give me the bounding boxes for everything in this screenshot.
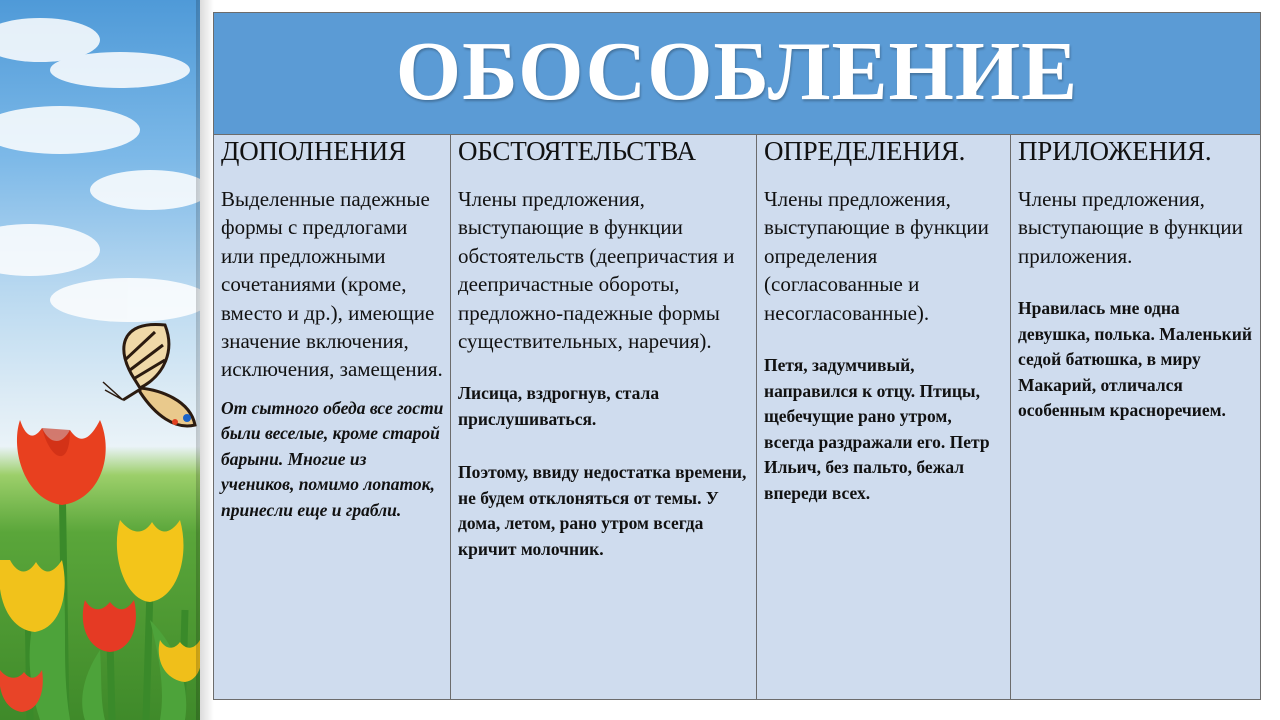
side-shadow [196,0,214,720]
column-heading: ДОПОЛНЕНИЯ [221,136,406,166]
page-title: ОБОСОБЛЕНИЕ [395,24,1079,118]
column-example: Петя, задумчивый, направился к отцу. Птицы, щебечущие рано утром, всегда раздражали его. Петр Ильич, без пальто, бежал впереди всех. [764,355,990,503]
column-example: Поэтому, ввиду недостатка времени, не будем отклоняться от темы. У дома, летом, рано утром всегда кричит молочник. [458,462,747,559]
column-opredeleniya [757,135,1011,699]
column-description: Члены предложения, выступающие в функции определения (согласованные и несогласованные). [764,187,989,325]
title-band [214,13,1260,135]
column-example: Лисица, вздрогнув, стала прислушиваться. [458,383,660,429]
column-description: Члены предложения, выступающие в функции приложения. [1018,187,1243,268]
column-heading: ПРИЛОЖЕНИЯ. [1018,136,1212,166]
column-example: Нравилась мне одна девушка, полька. Маленький седой батюшка, в миру Макарий, отличался особенным красноречием. [1018,298,1252,421]
decorative-side-picture [0,0,200,720]
column-example: От сытного обеда все гости были веселые, кроме старой барыни. Многие из учеников, помимо лопаток, принесли еще и грабли. [221,397,444,520]
column-dopolneniya [214,135,451,699]
isolation-table [213,12,1261,700]
column-heading: ОПРЕДЕЛЕНИЯ. [764,136,966,166]
column-heading: ОБСТОЯТЕЛЬСТВА [458,136,696,166]
spring-meadow-illustration [0,0,200,720]
column-description: Выделенные падежные формы с предлогами или предложными сочетаниями (кроме, вместо и др.), имеющие значение включения, исключения, замещения. [221,187,443,382]
clouds-icon [0,18,200,322]
butterfly-icon [103,324,195,426]
column-prilozheniya [1011,135,1260,699]
column-obstoyatelstva [451,135,757,699]
table-columns [214,135,1260,699]
column-description: Члены предложения, выступающие в функции обстоятельств (деепричастия и деепричастные обороты, предложно-падежные формы существительных, наречия). [458,187,735,354]
